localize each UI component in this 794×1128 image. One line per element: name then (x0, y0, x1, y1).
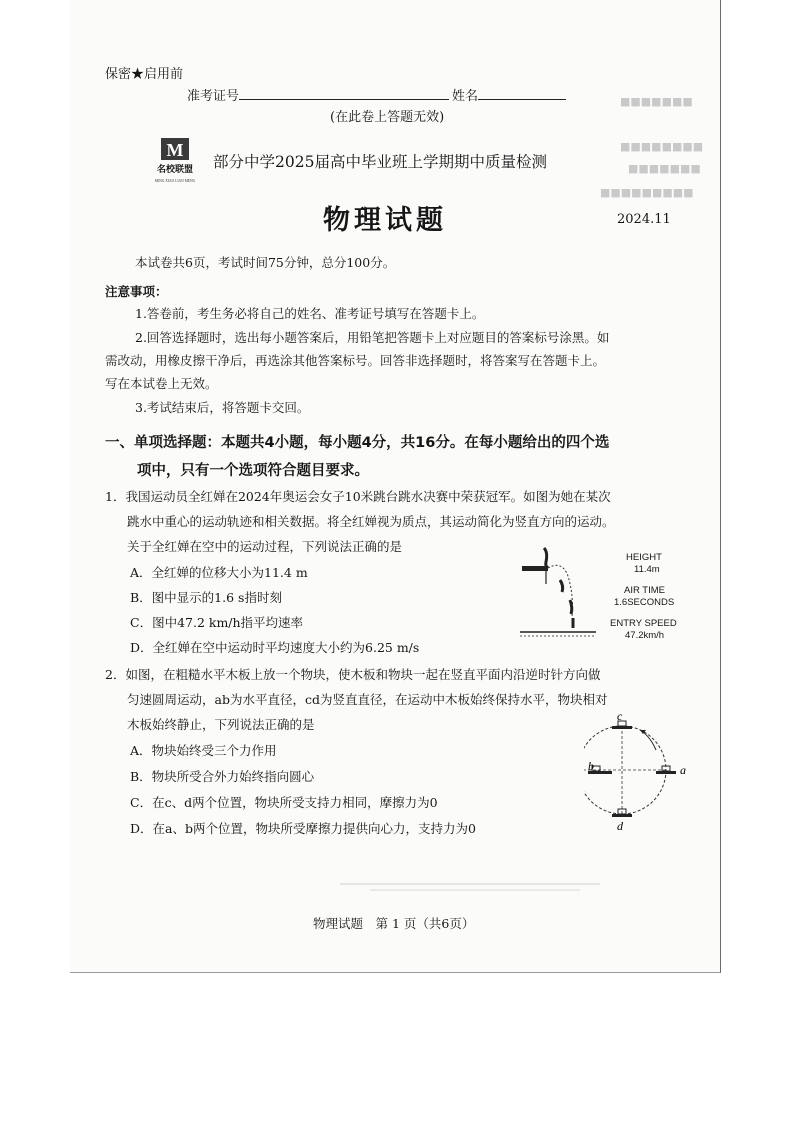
platform (522, 566, 548, 571)
diver-silhouette (560, 580, 563, 592)
section-heading-cont: 项中，只有一个选项符合题目要求。 (137, 463, 369, 479)
q2-stem-line: 2．如图，在粗糙水平木板上放一个物块，使木板和物块一起在竖直平面内沿逆时针方向做 (105, 667, 601, 682)
label-c: c (617, 712, 623, 723)
exam-title: 部分中学2025届高中毕业班上学期期中质量检测 (213, 153, 547, 171)
notes-heading: 注意事项： (105, 284, 168, 299)
bleed-through-text: ■■■■■■■■■ (600, 186, 694, 199)
invalid-note: (在此卷上答题无效) (330, 110, 445, 125)
label-d: d (617, 819, 623, 832)
exam-date: 2024.11 (617, 212, 671, 227)
height-value: 11.4m (634, 564, 660, 575)
subject-title: 物理试题 (323, 205, 447, 236)
q2-option-a[interactable]: A．物块始终受三个力作用 (130, 743, 277, 758)
logo-symbol: M (166, 140, 184, 160)
diver-silhouette (544, 548, 548, 568)
bleed-through-figure (330, 860, 610, 896)
q2-option-c[interactable]: C．在c、d两个位置，物块所受支持力相同，摩擦力为0 (130, 795, 438, 810)
bleed-through-text: ■■■■■■■■ (620, 140, 704, 153)
note-item: 1.答卷前，考生务必将自己的姓名、准考证号填写在答题卡上。 (135, 306, 485, 321)
q2-option-b[interactable]: B．物块所受合外力始终指向圆心 (130, 769, 315, 784)
section-heading: 一、单项选择题：本题共4小题，每小题4分，共16分。在每小题给出的四个选 (105, 435, 610, 451)
airtime-value: 1.6SECONDS (614, 597, 675, 608)
diver-silhouette (570, 600, 572, 614)
bleed-through-text: ■■■■■■■ (620, 95, 693, 108)
airtime-label: AIR TIME (624, 585, 665, 596)
page-footer: 物理试题 第 1 页（共6页） (313, 916, 475, 931)
note-item: 需改动，用橡皮擦干净后，再选涂其他答案标号。回答非选择题时，将答案写在答题卡上。 (105, 353, 606, 368)
trajectory-path (548, 565, 573, 616)
speed-value: 47.2km/h (625, 630, 665, 641)
q2-stem-line: 匀速圆周运动，ab为水平直径，cd为竖直直径，在运动中木板始终保持水平，物块相对 (127, 692, 608, 707)
q1-stem-line: 跳水中重心的运动轨迹和相关数据。将全红婵视为质点，其运动简化为竖直方向的运动。 (127, 514, 615, 529)
q1-option-c[interactable]: C．图中47.2 km/h指平均速率 (130, 615, 304, 630)
q1-option-a[interactable]: A．全红婵的位移大小为11.4 m (130, 565, 308, 580)
q1-stem-line: 关于全红婵在空中的运动过程，下列说法正确的是 (127, 539, 403, 554)
logo-pinyin: MING XIAO LIAN MENG (154, 179, 196, 183)
q2-stem-line: 木板始终静止，下列说法正确的是 (127, 717, 315, 732)
label-b: b (588, 759, 594, 773)
height-label: HEIGHT (626, 552, 662, 563)
circular-motion-figure (584, 712, 694, 832)
name-label: 姓名 (452, 89, 479, 104)
school-alliance-logo (153, 136, 197, 186)
q1-stem-line: 1．我国运动员全红婵在2024年奥运会女子10米跳台跳水决赛中荣获冠军。如图为她在某次 (105, 489, 611, 504)
q2-option-d[interactable]: D．在a、b两个位置，物块所受摩擦力提供向心力，支持力为0 (130, 821, 476, 836)
label-a: a (680, 763, 686, 777)
logo-text: 名校联盟 (156, 164, 194, 174)
note-item: 3.考试结束后，将答题卡交回。 (135, 400, 310, 415)
speed-label: ENTRY SPEED (610, 618, 677, 629)
exam-id-label: 准考证号 (187, 89, 240, 104)
confidential-mark: 保密★启用前 (105, 67, 184, 82)
name-field[interactable] (478, 87, 566, 100)
q1-option-b[interactable]: B．图中显示的1.6 s指时刻 (130, 590, 282, 605)
exam-id-field[interactable] (239, 87, 449, 100)
note-item: 2.回答选择题时，选出每小题答案后，用铅笔把答题卡上对应题目的答案标号涂黑。如 (135, 330, 610, 345)
intro-text: 本试卷共6页，考试时间75分钟，总分100分。 (135, 255, 396, 270)
name-row (452, 85, 566, 104)
q1-option-d[interactable]: D．全红婵在空中运动时平均速度大小约为6.25 m/s (130, 640, 420, 655)
exam-id-row (187, 85, 449, 104)
note-item: 写在本试卷上无效。 (105, 376, 218, 391)
dive-trajectory-figure (518, 540, 598, 645)
bleed-through-text: ■■■■■■■ (628, 162, 701, 175)
